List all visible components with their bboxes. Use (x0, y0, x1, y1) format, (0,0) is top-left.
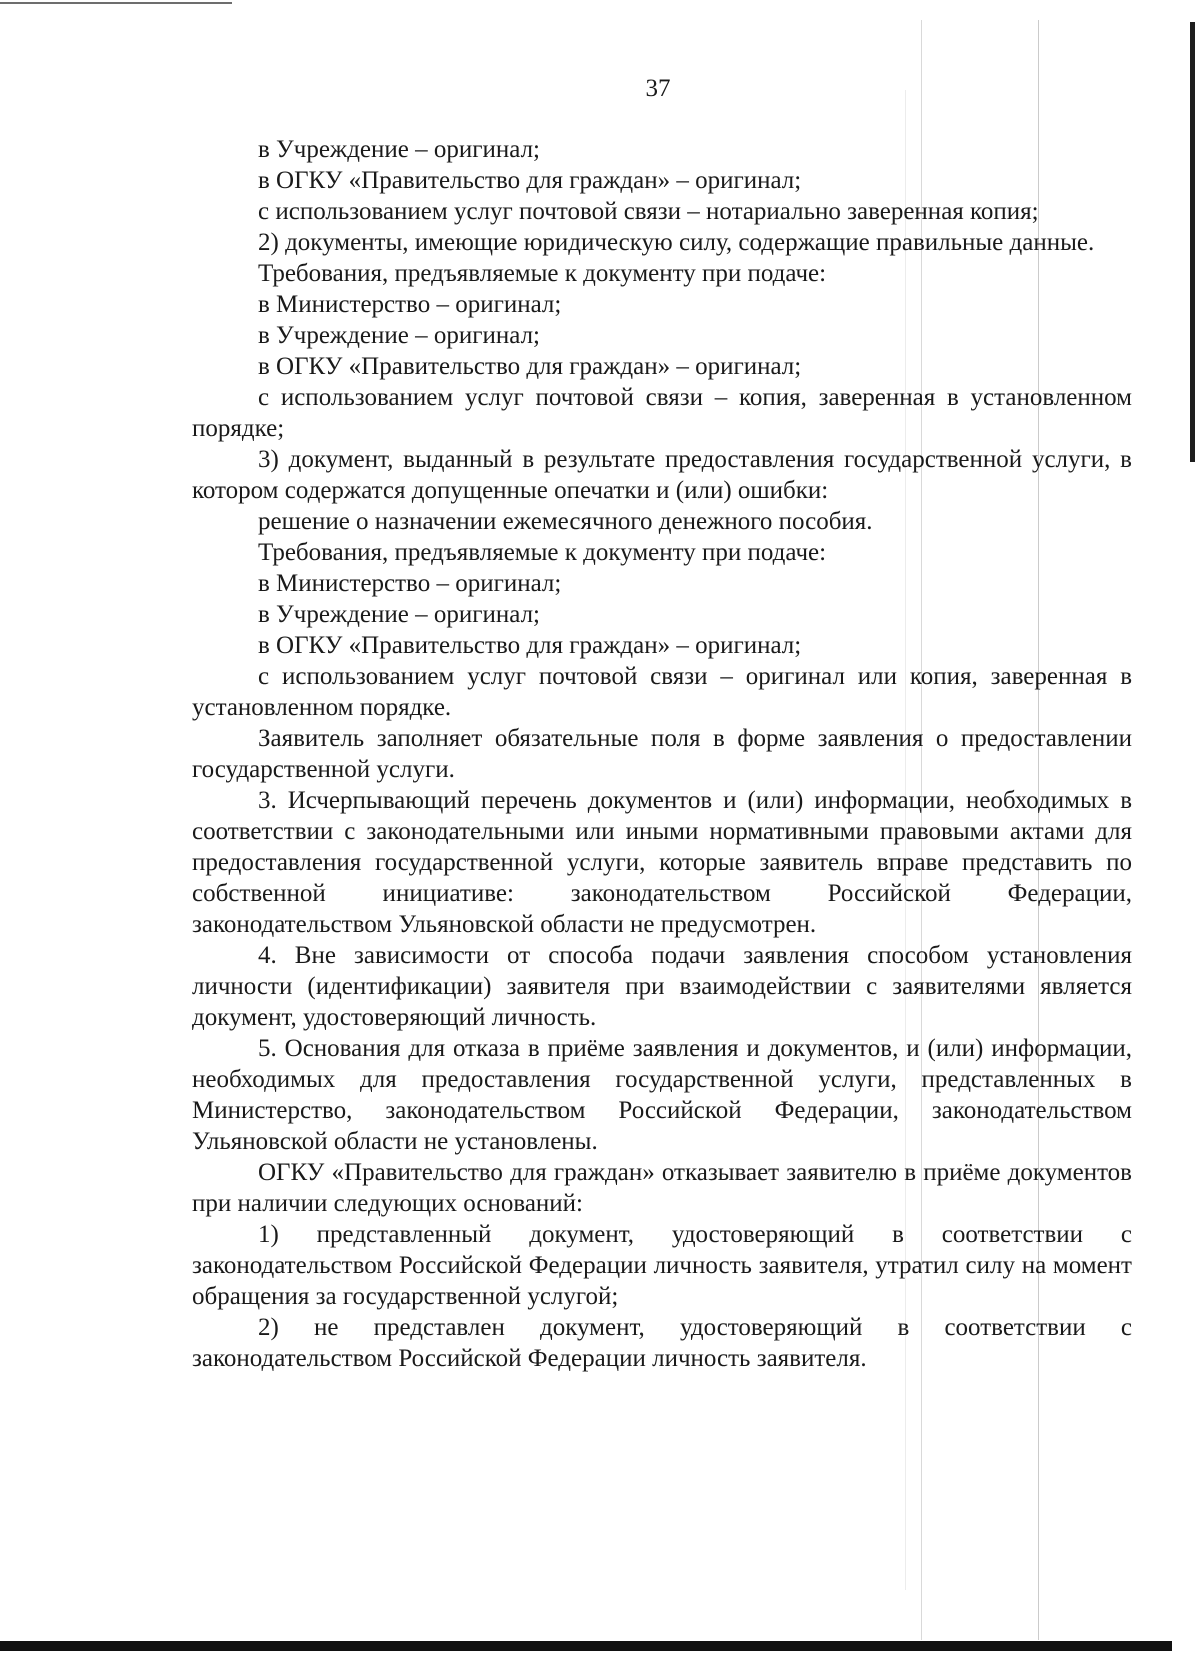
paragraph: в ОГКУ «Правительство для граждан» – оригинал; (258, 632, 802, 659)
paragraph: в Учреждение – оригинал; (258, 322, 540, 349)
paragraph: Требования, предъявляемые к документу при подаче: (258, 260, 827, 287)
paragraph: с использованием услуг почтовой связи – копия, заверенная в установленном порядке; (192, 384, 1132, 442)
paragraph: решение о назначении ежемесячного денежного пособия. (258, 508, 873, 535)
paragraph: Требования, предъявляемые к документу при подаче: (258, 539, 827, 566)
paragraph: с использованием услуг почтовой связи – оригинал или копия, заверенная в установленном порядке. (192, 663, 1132, 721)
scan-bottom-edge (0, 1641, 1172, 1651)
paragraph: Заявитель заполняет обязательные поля в форме заявления о предоставлении государственной услуги. (192, 725, 1132, 783)
paragraph: в ОГКУ «Правительство для граждан» – оригинал; (258, 167, 802, 194)
paragraph: с использованием услуг почтовой связи – нотариально заверенная копия; (258, 198, 1039, 225)
paragraph: ОГКУ «Правительство для граждан» отказывает заявителю в приёме документов при наличии следующих оснований: (192, 1159, 1132, 1217)
paragraph: в Министерство – оригинал; (258, 291, 562, 318)
paragraph: 2) документы, имеющие юридическую силу, содержащие правильные данные. (258, 229, 1095, 256)
paragraph: в Министерство – оригинал; (258, 570, 562, 597)
paragraph: 3) документ, выданный в результате предоставления государственной услуги, в котором содержатся допущенные опечатки и (или) ошибки: (192, 446, 1132, 504)
paragraph: в Учреждение – оригинал; (258, 601, 540, 628)
document-body (192, 134, 1132, 1374)
paragraph: 1) представленный документ, удостоверяющий в соответствии с законодательством Российской Федерации личность заявителя, утратил силу на момент обращения за государственной услугой; (192, 1221, 1132, 1310)
paragraph: в Учреждение – оригинал; (258, 136, 540, 163)
paragraph: 2) не представлен документ, удостоверяющий в соответствии с законодательством Российской Федерации личность заявителя. (192, 1314, 1132, 1372)
paragraph: 5. Основания для отказа в приёме заявления и документов, и (или) информации, необходимых для предоставления государственной услуги, представленных в Министерство, законодательством Российской Федерации, законодательством Ульяновской области не установлены. (192, 1035, 1132, 1155)
scan-edge-line (0, 2, 232, 4)
paragraph: 3. Исчерпывающий перечень документов и (или) информации, необходимых в соответствии с законодательными или иными нормативными правовыми актами для предоставления государственной услуги, которые заявитель вправе представить по собственной инициативе: законодательством Российской Федерации, законодательством Ульяновской области не предусмотрен. (192, 787, 1132, 938)
paragraph: 4. Вне зависимости от способа подачи заявления способом установления личности (идентификации) заявителя при взаимодействии с заявителями является документ, удостоверяющий личность. (192, 942, 1132, 1031)
paragraph: в ОГКУ «Правительство для граждан» – оригинал; (258, 353, 802, 380)
page-number: 37 (645, 75, 671, 102)
